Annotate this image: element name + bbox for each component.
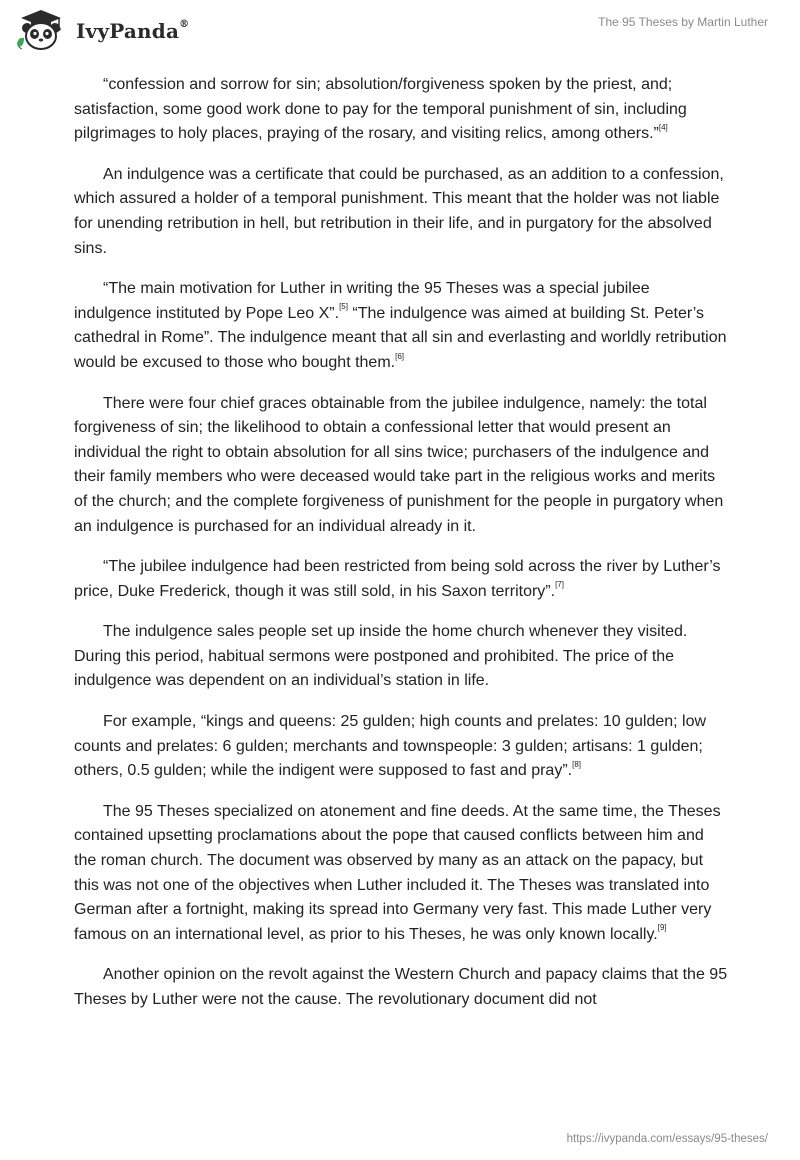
source-url[interactable]: https://ivypanda.com/essays/95-theses/	[566, 1133, 768, 1145]
paragraph: The 95 Theses specialized on atonement and fine deeds. At the same time, the Theses contained upsetting proclamations about the pope that caused conflicts between him and the roman church. The document was observed by many as an attack on the papacy, but this was not one of the objectives when Luther included it. The Theses was translated into German after a fortnight, making its spread into Germany very fast. This made Luther very famous on an international level, as prior to his Theses, he was only known locally.[9]	[74, 802, 721, 943]
paragraph: “The main motivation for Luther in writing the 95 Theses was a special jubilee indulgence instituted by Pope Leo X”.[5] “The indulgence was aimed at building St. Peter’s cathedral in Rome”. The indulgence meant that all sin and everlasting and worldly retribution would be excused to those who bought them.[6]	[74, 280, 727, 371]
paragraph: “confession and sorrow for sin; absolution/forgiveness spoken by the priest, and; satisfaction, some good work done to pay for the temporal punishment of sin, including pilgrimages to holy places, praying of the rosary, and visiting relics, among others.”[4]	[74, 76, 687, 143]
citation-ref[interactable]: [9]	[657, 923, 667, 933]
logo[interactable]	[14, 9, 189, 51]
citation-ref[interactable]: [6]	[395, 351, 405, 361]
document-title: The 95 Theses by Martin Luther	[598, 15, 768, 29]
paragraph: Another opinion on the revolt against the Western Church and papacy claims that the 95 Theses by Luther were not the cause. The revolutionary document did not	[74, 966, 728, 1008]
panda-graduate-logo-icon	[14, 9, 68, 51]
page-header	[0, 0, 800, 60]
citation-ref[interactable]: [7]	[555, 580, 564, 590]
essay-body	[74, 73, 728, 1029]
citation-ref[interactable]: [8]	[572, 759, 581, 769]
paragraph: An indulgence was a certificate that could be purchased, as an addition to a confession, which assured a holder of a temporal punishment. This meant that the holder was not liable for unending retribution in hell, but retribution in their life, and in purgatory for the absolved sins.	[74, 165, 724, 257]
citation-ref[interactable]: [4]	[658, 122, 668, 132]
brand-name: IvyPanda®	[76, 19, 190, 43]
paragraph: The indulgence sales people set up inside the home church whenever they visited. During this period, habitual sermons were postponed and prohibited. The price of the indulgence was dependent on an individual’s station in life.	[74, 623, 688, 690]
paragraph: There were four chief graces obtainable from the jubilee indulgence, namely: the total forgiveness of sin; the likelihood to obtain a confessional letter that would present an individual the right to obtain absolution for all sins twice; purchasers of the indulgence and their family members who were deceased would take part in the religious works and merits of the church; and the complete forgiveness of punishment for the people in purgatory when an indulgence is purchased for an individual already in it.	[74, 394, 724, 535]
citation-ref[interactable]: [5]	[339, 302, 348, 312]
paragraph: “The jubilee indulgence had been restricted from being sold across the river by Luther’s price, Duke Frederick, though it was still sold, in his Saxon territory”.[7]	[74, 558, 721, 600]
paragraph: For example, “kings and queens: 25 gulden; high counts and prelates: 10 gulden; low counts and prelates: 6 gulden; merchants and townspeople: 3 gulden; artisans: 1 gulden; others, 0.5 gulden; while the indigent were supposed to fast and pray”.[8]	[74, 713, 707, 780]
